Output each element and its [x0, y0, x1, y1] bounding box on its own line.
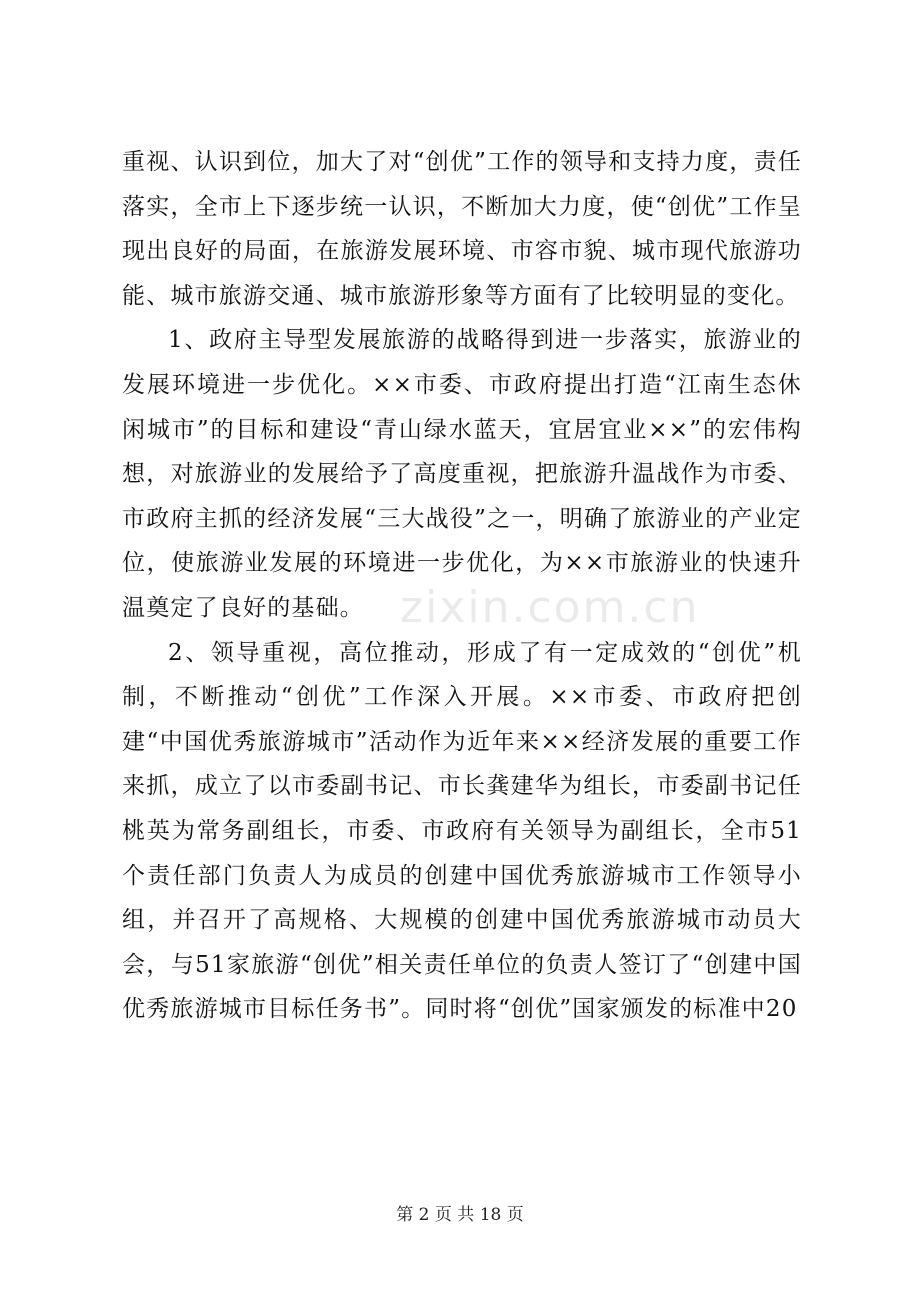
document-body [122, 140, 802, 1032]
paragraph-item-2: 2、领导重视，高位推动，形成了有一定成效的“创优”机制，不断推动“创优”工作深入开展。××市委、市政府把创建“中国优秀旅游城市”活动作为近年来××经济发展的重要工作来抓，成立了以市委副书记、市长龚建华为组长，市委副书记任桃英为常务副组长，市委、市政府有关领导为副组长，全市51个责任部门负责人为成员的创建中国优秀旅游城市工作领导小组，并召开了高规格、大规模的创建中国优秀旅游城市动员大会，与51家旅游“创优”相关责任单位的负责人签订了“创建中国优秀旅游城市目标任务书”。同时将“创优”国家颁发的标准中20 [122, 639, 802, 1023]
paragraph-item-1: 1、政府主导型发展旅游的战略得到进一步落实，旅游业的发展环境进一步优化。××市委、市政府提出打造“江南生态休闲城市”的目标和建设“青山绿水蓝天，宜居宜业××”的宏伟构想，对旅游业的发展给予了高度重视，把旅游升温战作为市委、市政府主抓的经济发展“三大战役”之一，明确了旅游业的产业定位，使旅游业发展的环境进一步优化，为××市旅游业的快速升温奠定了良好的基础。 [122, 327, 802, 621]
page-footer: 第 2 页 共 18 页 [396, 1205, 524, 1225]
watermark: zixin.com.cn [400, 582, 700, 633]
paragraph-continuation: 重视、认识到位，加大了对“创优”工作的领导和支持力度，责任落实，全市上下逐步统一认识，不断加大力度，使“创优”工作呈现出良好的局面，在旅游发展环境、市容市貌、城市现代旅游功能、城市旅游交通、城市旅游形象等方面有了比较明显的变化。 [122, 149, 802, 309]
